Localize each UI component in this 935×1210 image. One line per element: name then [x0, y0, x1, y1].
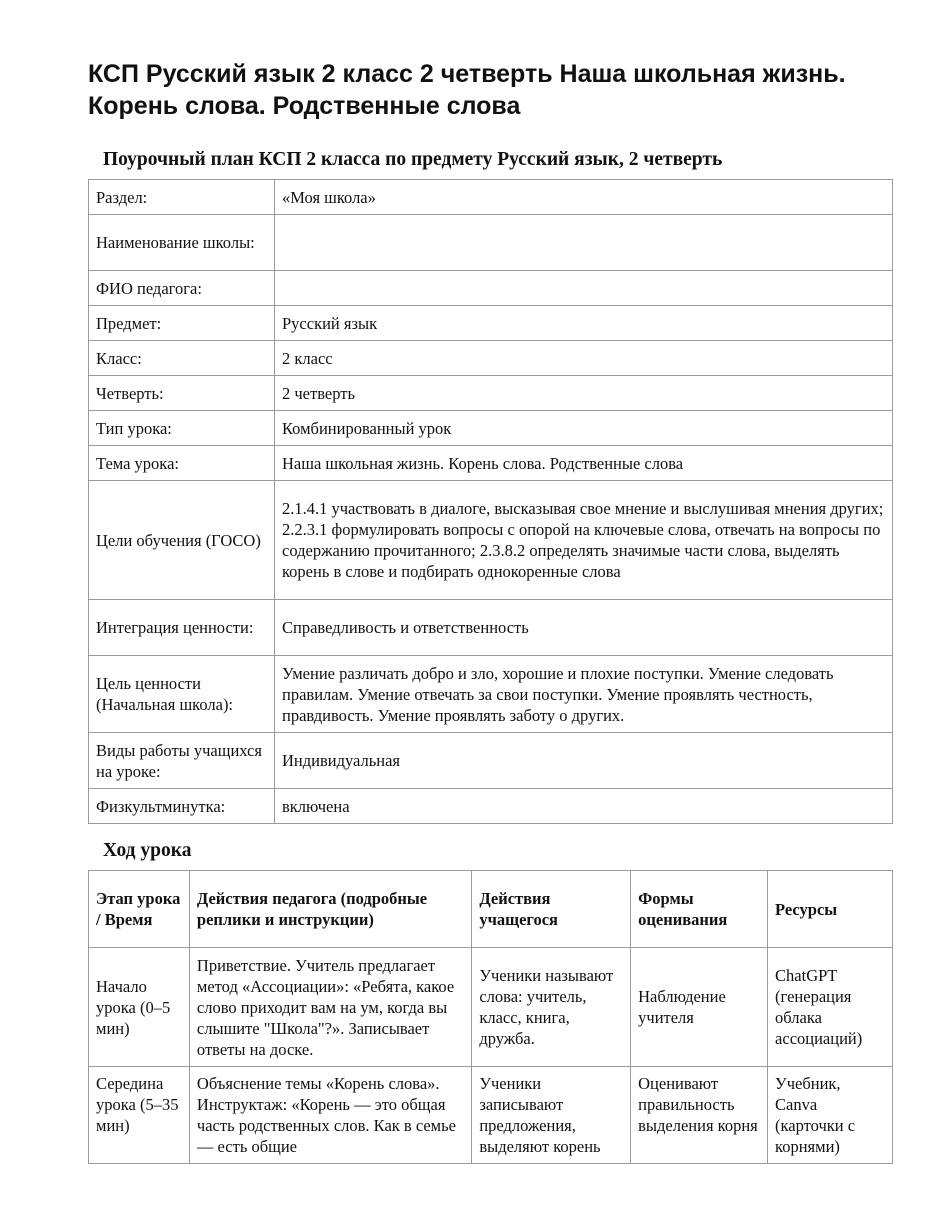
table-row [89, 1067, 893, 1164]
resources-cell: Учебник, Canva (карточки с корнями) [768, 1067, 893, 1164]
row-key: Предмет: [89, 306, 275, 341]
table-row [89, 656, 893, 733]
table-row [89, 376, 893, 411]
row-value: Справедливость и ответственность [275, 600, 893, 656]
table-row [89, 948, 893, 1067]
teacher-actions-cell: Приветствие. Учитель предлагает метод «Ассоциации»: «Ребята, какое слово приходит вам на ум, когда вы слышите "Школа"?». Записывает ответы на доске. [189, 948, 471, 1067]
row-key: Цели обучения (ГОСО) [89, 481, 275, 600]
table-row [89, 306, 893, 341]
row-key: Класс: [89, 341, 275, 376]
row-key: Виды работы учащихся на уроке: [89, 733, 275, 789]
row-key: Раздел: [89, 180, 275, 215]
table-header-row [89, 871, 893, 948]
lesson-plan-table [88, 179, 893, 824]
assessment-cell: Оценивают правильность выделения корня [631, 1067, 768, 1164]
table-row [89, 789, 893, 824]
column-header-teacher-actions: Действия педагога (подробные реплики и инструкции) [189, 871, 471, 948]
row-value [275, 271, 893, 306]
student-actions-cell: Ученики записывают предложения, выделяют корень [472, 1067, 631, 1164]
document-title: КСП Русский язык 2 класс 2 четверть Наша школьная жизнь. Корень слова. Родственные слова [88, 60, 846, 120]
column-header-student-actions: Действия учащегося [472, 871, 631, 948]
row-key: Тип урока: [89, 411, 275, 446]
table-row [89, 271, 893, 306]
row-value: Умение различать добро и зло, хорошие и плохие поступки. Умение следовать правилам. Умение отвечать за свои поступки. Умение проявлять честность, правдивость. Умение проявлять заботу о других. [275, 656, 893, 733]
row-key: Наименование школы: [89, 215, 275, 271]
column-header-assessment: Формы оценивания [631, 871, 768, 948]
assessment-cell: Наблюдение учителя [631, 948, 768, 1067]
teacher-actions-text: Объяснение темы «Корень слова». Инструктаж: «Корень — это общая часть родственных слов. Как в семье — есть общие [196, 1074, 456, 1156]
column-header-stage: Этап урока / Время [89, 871, 190, 948]
row-value: Индивидуальная [275, 733, 893, 789]
teacher-actions-cell [189, 1067, 471, 1164]
table-row [89, 411, 893, 446]
row-value: Наша школьная жизнь. Корень слова. Родственные слова [275, 446, 893, 481]
row-key: ФИО педагога: [89, 271, 275, 306]
row-key: Четверть: [89, 376, 275, 411]
table-row [89, 180, 893, 215]
row-value: Русский язык [275, 306, 893, 341]
table-row [89, 341, 893, 376]
plan-heading: Поурочный план КСП 2 класса по предмету Русский язык, 2 четверть [103, 149, 723, 170]
lesson-flow-table [88, 870, 893, 1164]
table-row [89, 600, 893, 656]
row-value: включена [275, 789, 893, 824]
column-header-resources: Ресурсы [768, 871, 893, 948]
row-key: Интеграция ценности: [89, 600, 275, 656]
table-row [89, 481, 893, 600]
row-value: 2 класс [275, 341, 893, 376]
row-value: «Моя школа» [275, 180, 893, 215]
row-value: 2 четверть [275, 376, 893, 411]
resources-cell: ChatGPT (генерация облака ассоциаций) [768, 948, 893, 1067]
row-value: Комбинированный урок [275, 411, 893, 446]
stage-cell: Середина урока (5–35 мин) [89, 1067, 190, 1164]
row-value: 2.1.4.1 участвовать в диалоге, высказывая свое мнение и выслушивая мнения других; 2.2.3.1 формулировать вопросы с опорой на ключевые слова, отвечать на вопросы по содержанию прочитанного; 2.3.8.2 определять значимые части слова, выделять корень в слове и подбирать однокоренные слова [275, 481, 893, 600]
row-value [275, 215, 893, 271]
row-key: Цель ценности (Начальная школа): [89, 656, 275, 733]
lesson-flow-heading: Ход урока [103, 840, 192, 861]
student-actions-cell: Ученики называют слова: учитель, класс, книга, дружба. [472, 948, 631, 1067]
table-row [89, 215, 893, 271]
table-row [89, 733, 893, 789]
stage-cell: Начало урока (0–5 мин) [89, 948, 190, 1067]
row-key: Тема урока: [89, 446, 275, 481]
table-row [89, 446, 893, 481]
row-key: Физкультминутка: [89, 789, 275, 824]
